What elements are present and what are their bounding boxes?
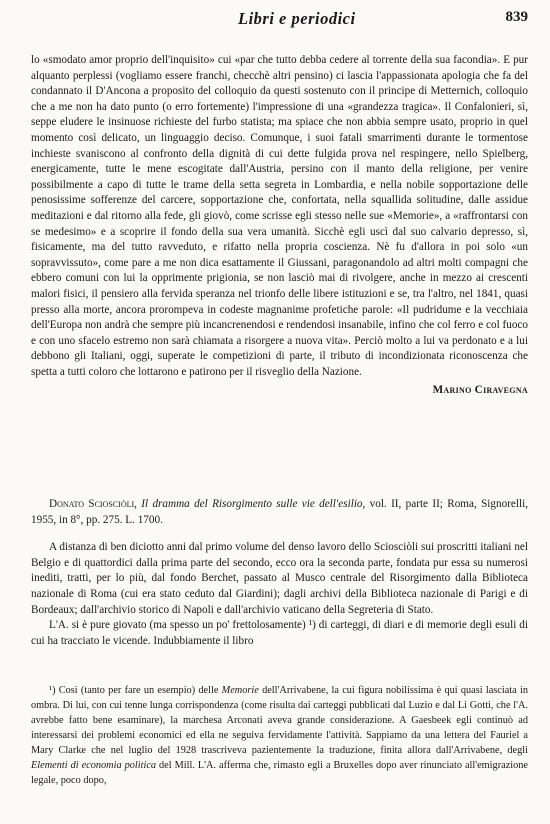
bibliographic-entry: Donato Sciosciòli, Il dramma del Risorgimento sulle vie dell'esilio, vol. II, parte II; Roma, Signorelli, 1955, in 8°, pp. 275. L. 1700. [31, 498, 529, 526]
review-author: Donato Sciosciòli [49, 498, 135, 510]
footnote-text-part: ¹) Così (tanto per fare un esempio) delle [49, 685, 222, 696]
footnote-text-part: dell'Arrivabene, la cui figura nobilissima è qui quasi lasciata in ombra. Di lui, con cui tenne lunga corrispondenza (come risulta dai carteggi pubblicati dal Luzio e dal Li Gotti, che l'A. avrebbe fatto bene esaminare), la marchesa Arconati aveva grande considerazione. A Gaesbeek egli continuò ad interessarsi dei problemi economici ed ella ne seguiva fervidamente l'attività. Sappiamo da una lettera del Fauriel a Mary Clarke che nel luglio del 1928 trascriveva pazientemente la traduzione, finita allora dall'Arrivabene, degli [31, 685, 528, 756]
footnote-text [31, 683, 528, 788]
review-paragraph: L'A. si è pure giovato (ma spesso un po' frettolosamente) ¹) di carteggi, di diari e di memorie degli esuli di cui ha tracciato le vicende. Indubbiamente il libro [31, 619, 528, 647]
author-signature: Marino Ciravegna [432, 384, 528, 397]
page-number: 839 [505, 9, 528, 25]
book-review [31, 497, 528, 649]
footnote-italic-elementi: Elementi di economia politica [31, 760, 157, 771]
footnote-text-part: del Mill. L'A. afferma che, rimasto egli a Bruxelles dopo aver rinunciato all'emigrazione legale, poco dopo, [31, 760, 528, 786]
article-paragraph: lo «smodato amor proprio dell'inquisito» cui «par che tutto debba cedere al torrente della sua facondia». E pur alquanto perplessi (vogliamo essere franchi, checchè altri pensino) ci lascia l'appassionata apologia che fa del condannato il D'Ancona a proposito del colloquio da questi sostenuto con il principe di Metternich, colloquio che a me non ha dato punto (o erro fortemente) l'impressione di una «grandezza tragica». Il Confalonieri, sì, seppe eludere le insinuose richieste del furbo statista; ma spiace che non abbia sempre usato, proprio in quel momento così delicato, un linguaggio deciso. Comunque, i suoi fatali smarrimenti durante le tormentose inchieste svaniscono al confronto della dignità di cui dette fulgida prova nel respingere, nello Spielberg, energicamente, tutte le mene escogitate dall'Austria, persino con il manto della religione, per venire possibilmente a capo di tutte le trame della setta segreta in Lombardia, e nella nobile sopportazione delle penosissime sofferenze del carcere, sopportazione che, confortata, nella squallida solitudine, dalle assidue meditazioni e dal ritorno alla fede, gli giovò, come scrisse egli stesso nelle sue «Memorie», a «raffrontarsi con se medesimo» e a scoprire il fondo della sua vera umanità. Sicchè egli uscì dal suo calvario depresso, sì, fisicamente, ma del tutto ravveduto, e rifatto nella propria coscienza. Nè fu d'allora in poi solo «un sopravvissuto», come pare a me non dica esattamente il Giussani, paragonandolo ad altri molti compagni che ebbero comuni con lui la opprimente prigionia, se non lasciò mai di rivolgere, anche in mezzo ai crescenti malori fisici, il pensiero alla fervida speranza nel trionfo delle libere istituzioni e se, tra l'altro, nel 1841, quasi presso alla morte, ancora prorompeva in codeste magnanime profetiche parole: «Il pudridume e la vecchiaia dell'Europa non andrà che sempre più incancrenendosi e rendendosi insanabile, infino che col ferro e col fuoco e con uno sfacelo estremo non sarà chiamata a risorgere a nuova vita». Perciò molto a lui va perdonato e a lui debbono gli Italiani, oggi, superate le competizioni di parte, il tributo di incondizionata riconoscenza che spetta a tutti coloro che lottarono e patirono per il risveglio della Nazione. [31, 54, 528, 378]
review-book-title: Il dramma del Risorgimento sulle vie dell'esilio [141, 498, 363, 510]
review-book-details: , vol. II, parte II; Roma, Signorelli, 1955, in 8°, pp. 275. L. 1700. [31, 498, 529, 526]
footnote [31, 683, 528, 788]
article-conclusion [31, 53, 528, 399]
page-header [31, 9, 528, 31]
review-paragraph: A distanza di ben diciotto anni dal primo volume del denso lavoro dello Sciosciòli sui proscritti italiani nel Belgio e di quattordici dalla prima parte del secondo, ecco ora la seconda parte, fondata pur essa su numerosi inediti, tratti, per lo più, dal fondo Berchet, passato al Musco centrale del Risorgimento dalla Biblioteca nazionale di Roma (cui era stato ceduto dal Giardini); dagli archivi della Biblioteca nazionale di Parigi e di Bordeaux; dall'archivio storico di Napoli e dall'archivio vaticano della Segreteria di Stato. [31, 541, 528, 616]
running-head: Libri e periodici [238, 9, 356, 28]
footnote-italic-memorie: Memorie [221, 685, 259, 696]
